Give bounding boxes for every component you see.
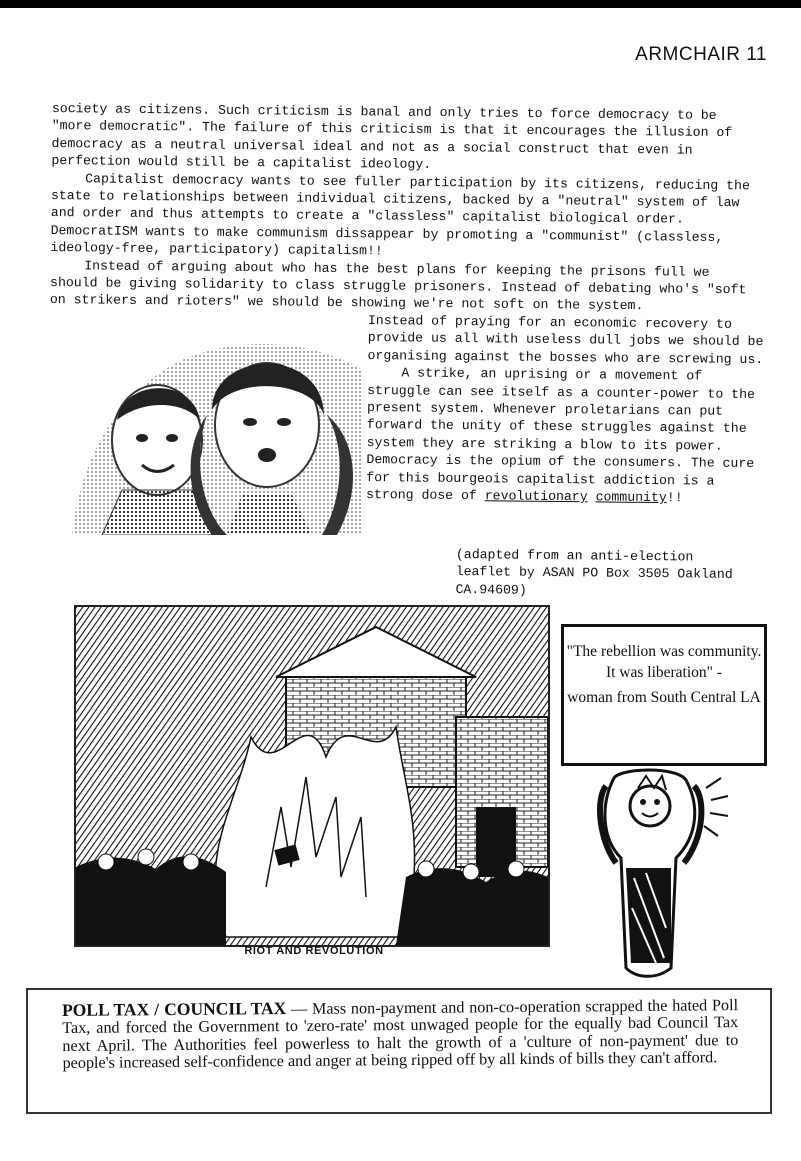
quote-box (561, 624, 767, 766)
emphasis-revolutionary: revolutionary (484, 488, 588, 505)
emphasis-community: community (595, 489, 667, 506)
column-paragraph-2-text: A strike, an uprising or a movement of struggle can see itself as a counter-power to the present system. Whenever proletarians can put forward the unity of these struggles against the system they are striking a blow to its power. Democracy is the opium of the consumers. The cure for this bourgeois capitalist addiction is a strong dose of (366, 365, 756, 504)
column-paragraph-1: Instead of praying for an economic recovery to provide us all with useless dull jobs we should be organising against the bosses who are screwing us. (367, 312, 764, 367)
column-paragraph-2-end: !! (666, 490, 683, 506)
poll-tax-heading: POLL TAX / COUNCIL TAX (61, 998, 287, 1020)
quote-attribution: woman from South Central LA (567, 689, 761, 706)
quote-text: "The rebellion was community. It was liberation" - (566, 643, 762, 681)
article-paragraph-1: society as citizens. Such criticism is banal and only tries to force democracy to be "more democratic". The failure of this criticism is that it encourages the illusion of democracy as a neutral universal ideal and not as a social construct that even in perfection would still be a capitalist ideology. (51, 100, 733, 173)
halftone-photo-couple (62, 330, 362, 535)
riot-woodcut-illustration (74, 605, 550, 947)
page-header: ARMCHAIR 11 (635, 44, 767, 65)
jester-illustration (576, 768, 744, 980)
top-scan-border (0, 0, 801, 8)
article-body (50, 100, 764, 316)
source-credit: (adapted from an anti-election leaflet by ASAN PO Box 3505 Oakland CA.94609) (455, 546, 733, 598)
column-paragraph-2 (366, 364, 767, 507)
riot-woodcut-drawing (76, 607, 548, 945)
article-paragraph-3: Instead of arguing about who has the best plans for keeping the prisons full we should be giving solidarity to class struggle prisoners. Instead of debating who's "soft on strikers and rioters" we should be showing we're not soft on the system. (49, 258, 747, 314)
poll-tax-body: — Mass non-payment and non-co-operation scrapped the hated Poll Tax, and forced the Government to 'zero-rate' most unwaged people for the equally bad Council Tax next April. The Authorities feel powerless to halt the growth of a 'culture of non-payment' due to people's increased self-confidence and anger at being ripped off by all kinds of bills they can't afford. (62, 996, 739, 1073)
riot-caption: RIOT AND REVOLUTION (244, 945, 384, 957)
poll-tax-text (62, 996, 739, 1073)
article-right-column (366, 312, 768, 508)
article-paragraph-2: Capitalist democracy wants to see fuller participation by its citizens, reducing the state to relationships between individual citizens, backed by a "neutral" system of law and order and thus attempts to create a "classless" capitalist biological order. DemocratISM wants to make communism dissappear by promoting a "communist" (classless, ideology-free, participatory) capitalism!! (50, 170, 750, 259)
